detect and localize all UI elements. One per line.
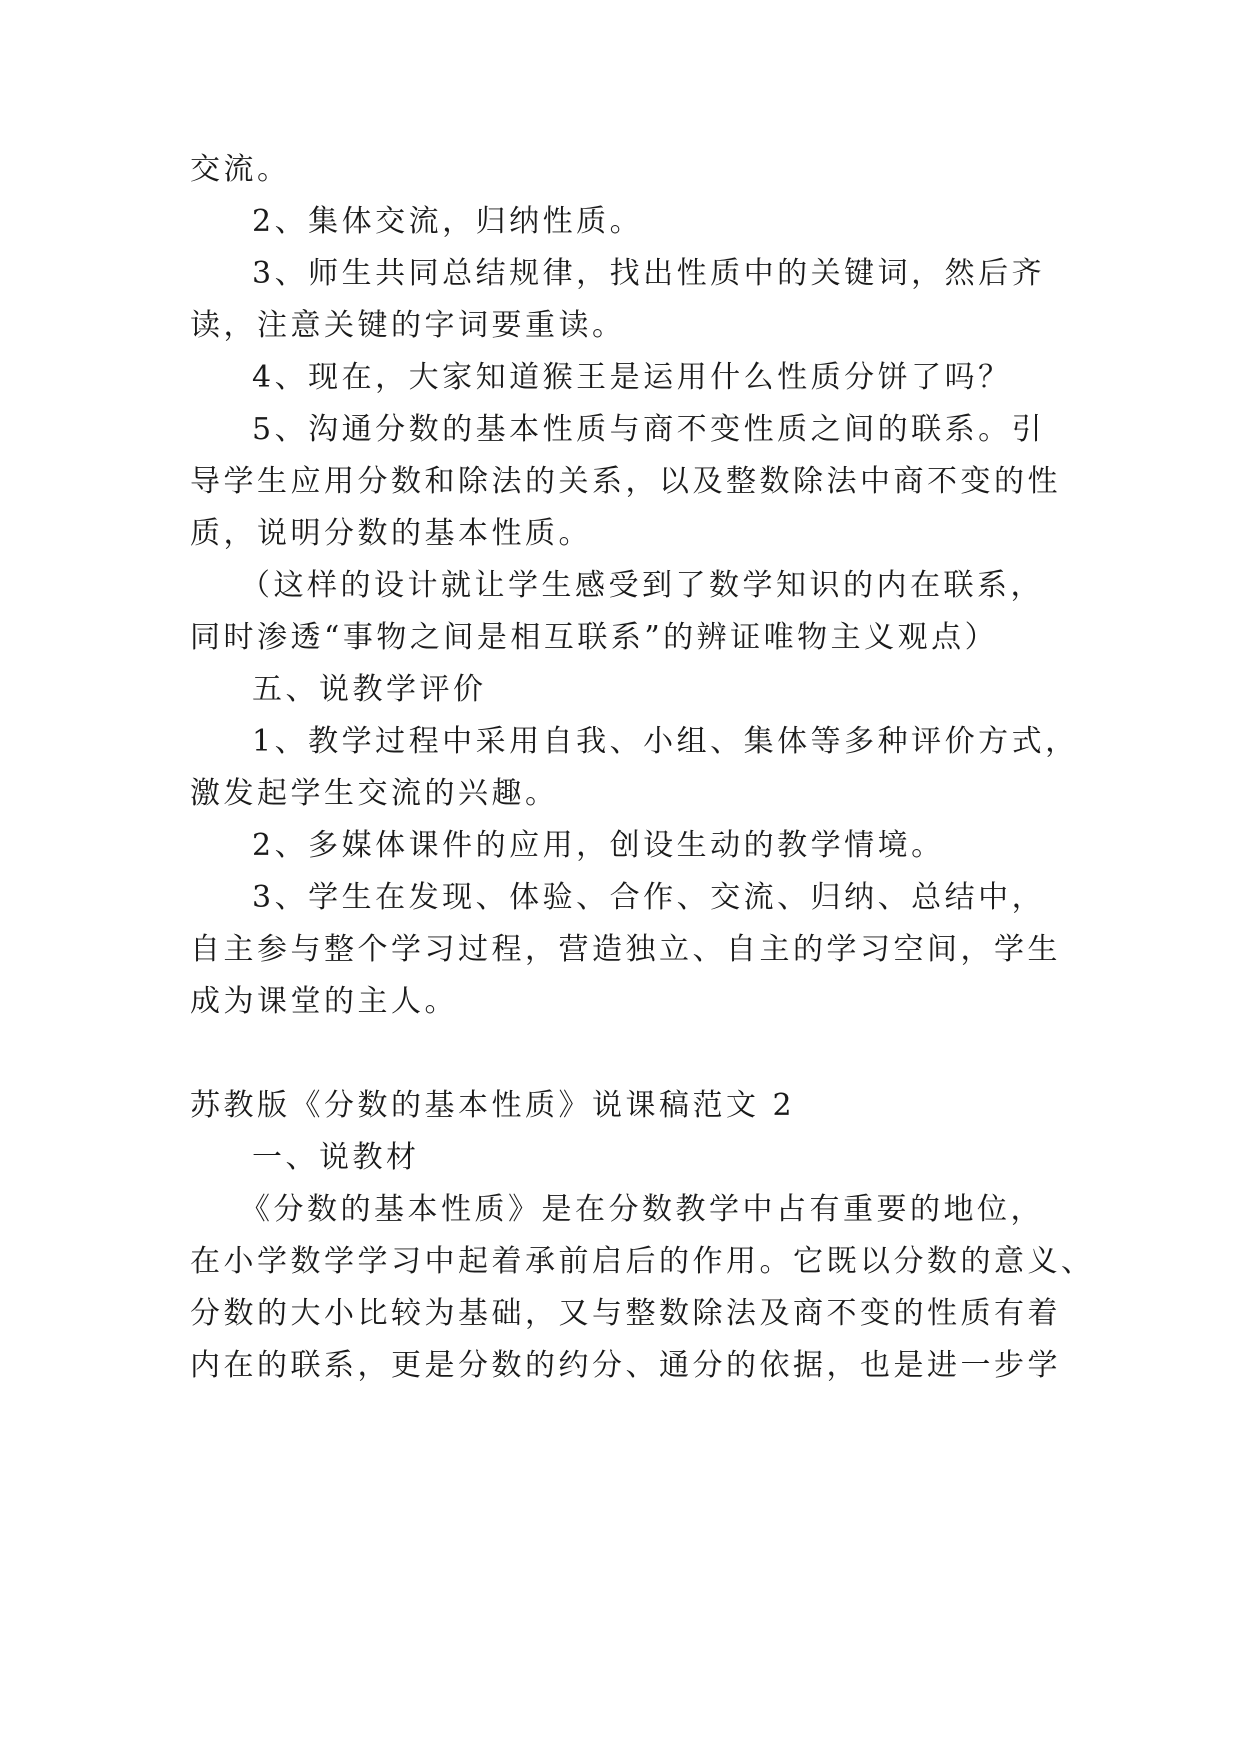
text-line: 自主参与整个学习过程，营造独立、自主的学习空间，学生	[190, 932, 1061, 967]
article-title: 苏教版《分数的基本性质》说课稿范文 2	[190, 1088, 796, 1123]
text-line: 导学生应用分数和除法的关系，以及整数除法中商不变的性	[190, 464, 1061, 499]
text-line: 交流。	[190, 152, 291, 187]
text-line: 同时渗透“事物之间是相互联系”的辨证唯物主义观点）	[190, 620, 999, 655]
section-heading: 五、说教学评价	[252, 672, 487, 707]
text-line: 1、教学过程中采用自我、小组、集体等多种评价方式，	[252, 724, 1079, 759]
text-line: 3、学生在发现、体验、合作、交流、归纳、总结中，	[252, 880, 1046, 915]
text-line: 成为课堂的主人。	[190, 984, 458, 1019]
text-line: 分数的大小比较为基础，又与整数除法及商不变的性质有着	[190, 1296, 1061, 1331]
text-line: 质，说明分数的基本性质。	[190, 516, 592, 551]
text-line: （这样的设计就让学生感受到了数学知识的内在联系，	[240, 568, 1044, 603]
text-line: 2、多媒体课件的应用，创设生动的教学情境。	[252, 828, 945, 863]
text-line: 内在的联系，更是分数的约分、通分的依据，也是进一步学	[190, 1348, 1061, 1383]
text-line: 2、集体交流，归纳性质。	[252, 204, 644, 239]
text-line: 在小学数学学习中起着承前启后的作用。它既以分数的意义、	[190, 1244, 1095, 1279]
text-line: 读，注意关键的字词要重读。	[190, 308, 626, 343]
text-line: 5、沟通分数的基本性质与商不变性质之间的联系。引	[252, 412, 1046, 447]
text-line: 《分数的基本性质》是在分数教学中占有重要的地位，	[240, 1192, 1044, 1227]
text-line: 4、现在，大家知道猴王是运用什么性质分饼了吗？	[252, 360, 1012, 395]
section-heading: 一、说教材	[252, 1140, 420, 1175]
text-line: 3、师生共同总结规律，找出性质中的关键词，然后齐	[252, 256, 1046, 291]
text-line: 激发起学生交流的兴趣。	[190, 776, 559, 811]
